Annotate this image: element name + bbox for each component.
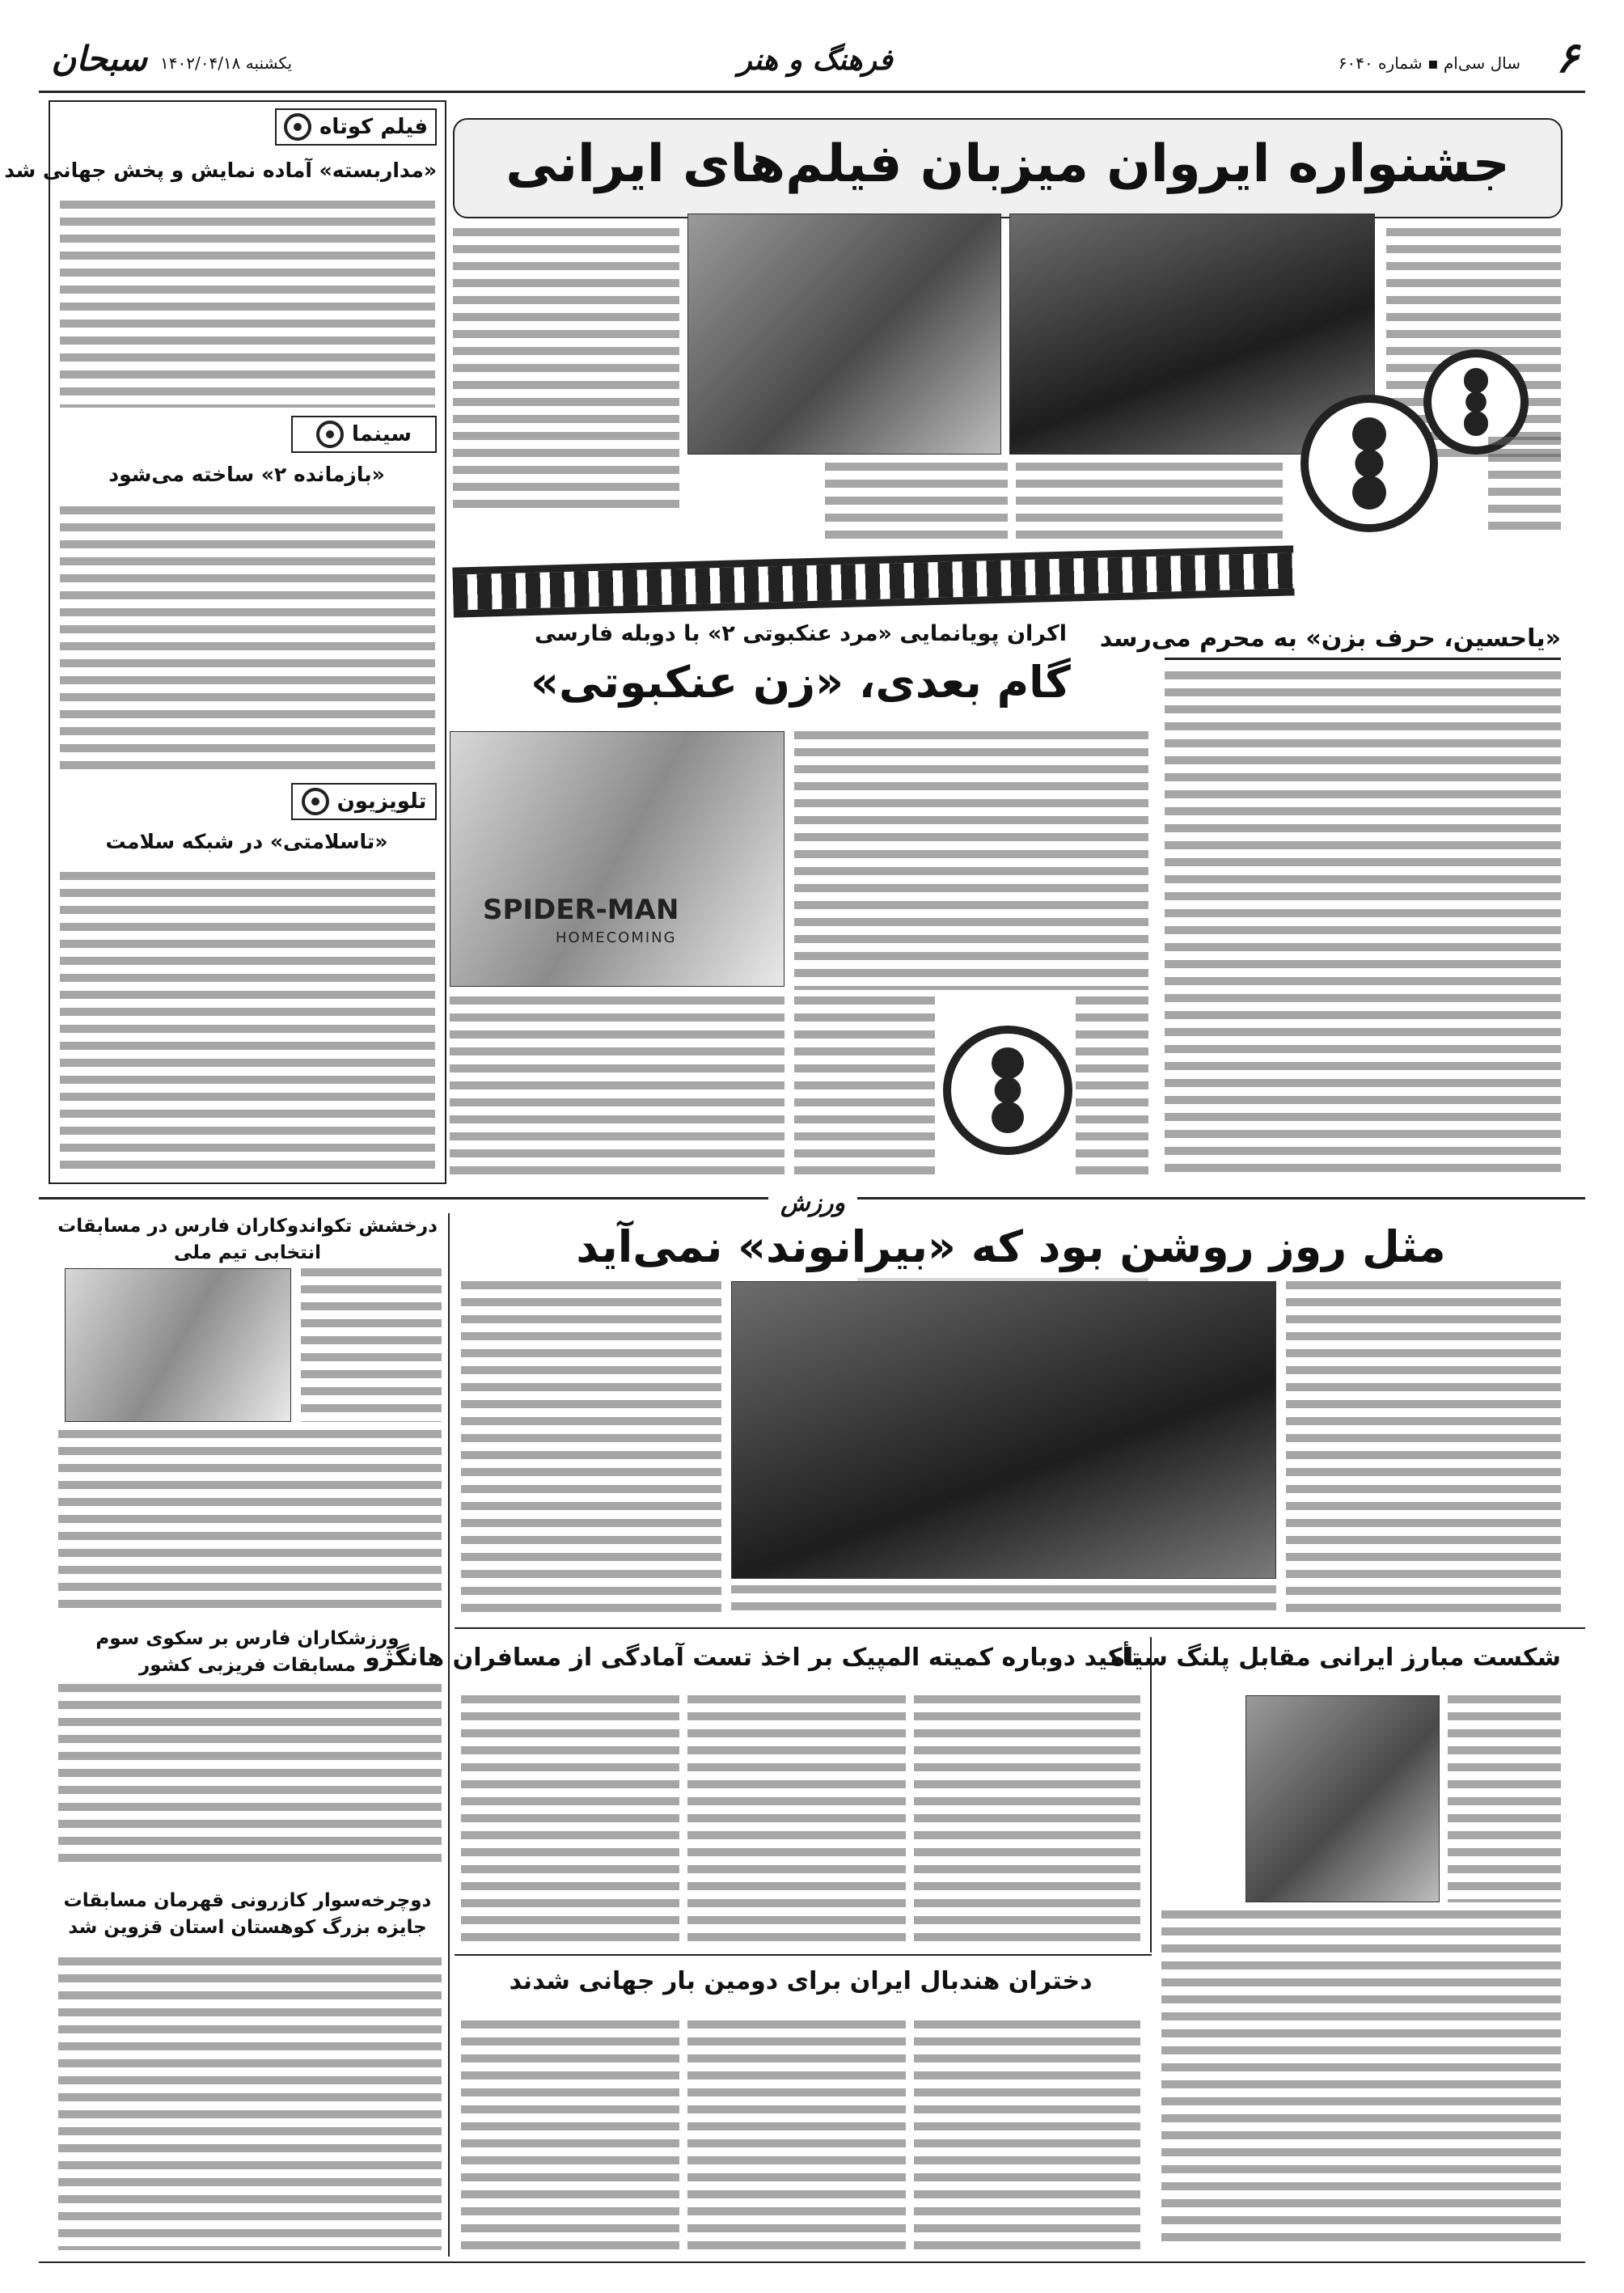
cycling-headline: دوچرخه‌سوار کازرونی قهرمان مسابقات جایزه بزرگ کوهستان استان قزوین شد	[63, 1890, 432, 1939]
spider-poster	[450, 731, 785, 987]
lead-body-col2	[453, 228, 679, 511]
black-panther-body	[1161, 1910, 1561, 2249]
tv-tag	[291, 783, 437, 820]
page-number: ۶	[1556, 34, 1579, 82]
handball-body-col3	[461, 2020, 679, 2250]
page-bottom-rule	[39, 2261, 1585, 2263]
taekwondo-body-side	[301, 1268, 442, 1422]
handball-body-col1	[914, 2020, 1140, 2250]
lead-body-col5	[1488, 437, 1561, 534]
olympic-divider	[1150, 1637, 1152, 1952]
beiranvand-body-col3	[731, 1585, 1276, 1619]
beiranvand-headline: مثل روز روشن بود که «بیرانوند» نمی‌آید	[576, 1221, 1446, 1272]
tv-body	[60, 872, 435, 1176]
cinema-tag-label: سینما	[352, 422, 412, 446]
lead-film-reel-icon	[1300, 395, 1438, 532]
olympic-headline: تأکید دوباره کمیته المپیک بر اخذ تست آمادگی از مسافران هانگژو	[365, 1644, 1140, 1672]
filmstrip-icon	[452, 545, 1294, 617]
olympic-body-col3	[461, 1695, 679, 1941]
short-film-tag-label: فیلم کوتاه	[319, 115, 428, 139]
ya-hossein-headline: «یاحسین، حرف بزن» به محرم می‌رسد	[1165, 624, 1561, 660]
spider-body-col3	[794, 996, 935, 1181]
olympic-body-col1	[914, 1695, 1140, 1941]
taekwondo-photo	[65, 1268, 291, 1422]
tv-tag-label: تلویزیون	[336, 789, 427, 814]
taekwondo-headline: درخشش تکواندوکاران فارس در مسابقات انتخابی تیم ملی	[57, 1216, 438, 1264]
film-reel-icon	[284, 113, 311, 141]
beiranvand-photo	[731, 1281, 1276, 1579]
handball-headline: دختران هندبال ایران برای دومین بار جهانی شدند	[509, 1967, 1093, 1995]
newspaper-logo: سبحان	[51, 39, 147, 78]
short-film-body	[60, 201, 435, 408]
frisbee-headline: ورزشکاران فارس بر سکوی سوم مسابقات فریزبی کشور	[95, 1628, 400, 1677]
sports-section-title: ورزش	[768, 1189, 857, 1217]
black-panther-headline: شکست مبارز ایرانی مقابل پلنگ سیاه	[1110, 1644, 1561, 1672]
lead-photo-2	[687, 214, 1001, 455]
spider-poster-title: SPIDER-MAN	[483, 894, 679, 926]
section-title: فرهنگ و هنر	[738, 44, 893, 77]
beiranvand-body-col2	[461, 1281, 721, 1619]
handball-rule	[455, 1954, 1152, 1956]
spider-body-col2	[450, 996, 785, 1181]
frisbee-body	[58, 1684, 442, 1867]
masthead-rule	[39, 91, 1585, 93]
beiranvand-body-col1	[1286, 1281, 1561, 1613]
handball-body-col2	[687, 2020, 906, 2250]
issue-info: سال سی‌ام ▪ شماره ۶۰۴۰	[1338, 53, 1520, 73]
lead-headline: جشنواره ایروان میزبان فیلم‌های ایرانی	[505, 134, 1510, 194]
spider-body-col4	[1076, 996, 1148, 1181]
spider-poster-subtitle: HOMECOMING	[556, 929, 677, 946]
short-film-tag	[275, 108, 437, 146]
sports-left-divider	[448, 1213, 450, 2257]
spider-body-col1	[794, 731, 1148, 990]
tv-icon	[302, 788, 329, 815]
lead-body-col3	[825, 463, 1008, 539]
cinema-tag	[291, 416, 437, 453]
issue-date: یکشنبه ۱۴۰۲/۰۴/۱۸	[160, 53, 293, 73]
taekwondo-body	[58, 1430, 442, 1610]
cycling-body	[58, 1957, 442, 2250]
masthead-bar	[39, 32, 1585, 89]
tv-headline: «تاسلامتی» در شبکه سلامت	[105, 830, 388, 853]
sports-mid-rule	[455, 1627, 1585, 1629]
olympic-body-col2	[687, 1695, 906, 1941]
lead-body-col4	[1016, 463, 1283, 539]
spider-kicker: اکران پویانمایی «مرد عنکبوتی ۲» با دوبله فارسی	[534, 621, 1068, 646]
black-panther-photo	[1245, 1695, 1440, 1902]
cinema-headline: «بازمانده ۲» ساخته می‌شود	[108, 463, 385, 486]
clapper-icon	[316, 421, 344, 448]
ya-hossein-body	[1165, 671, 1561, 1181]
spider-headline: گام بعدی، «زن عنکبوتی»	[531, 657, 1071, 708]
cinema-body	[60, 506, 435, 773]
spider-film-reel-icon	[943, 1026, 1072, 1155]
short-film-headline: «مداربسته» آماده نمایش و پخش جهانی شد	[4, 159, 437, 182]
black-panther-body-side	[1448, 1695, 1561, 1902]
